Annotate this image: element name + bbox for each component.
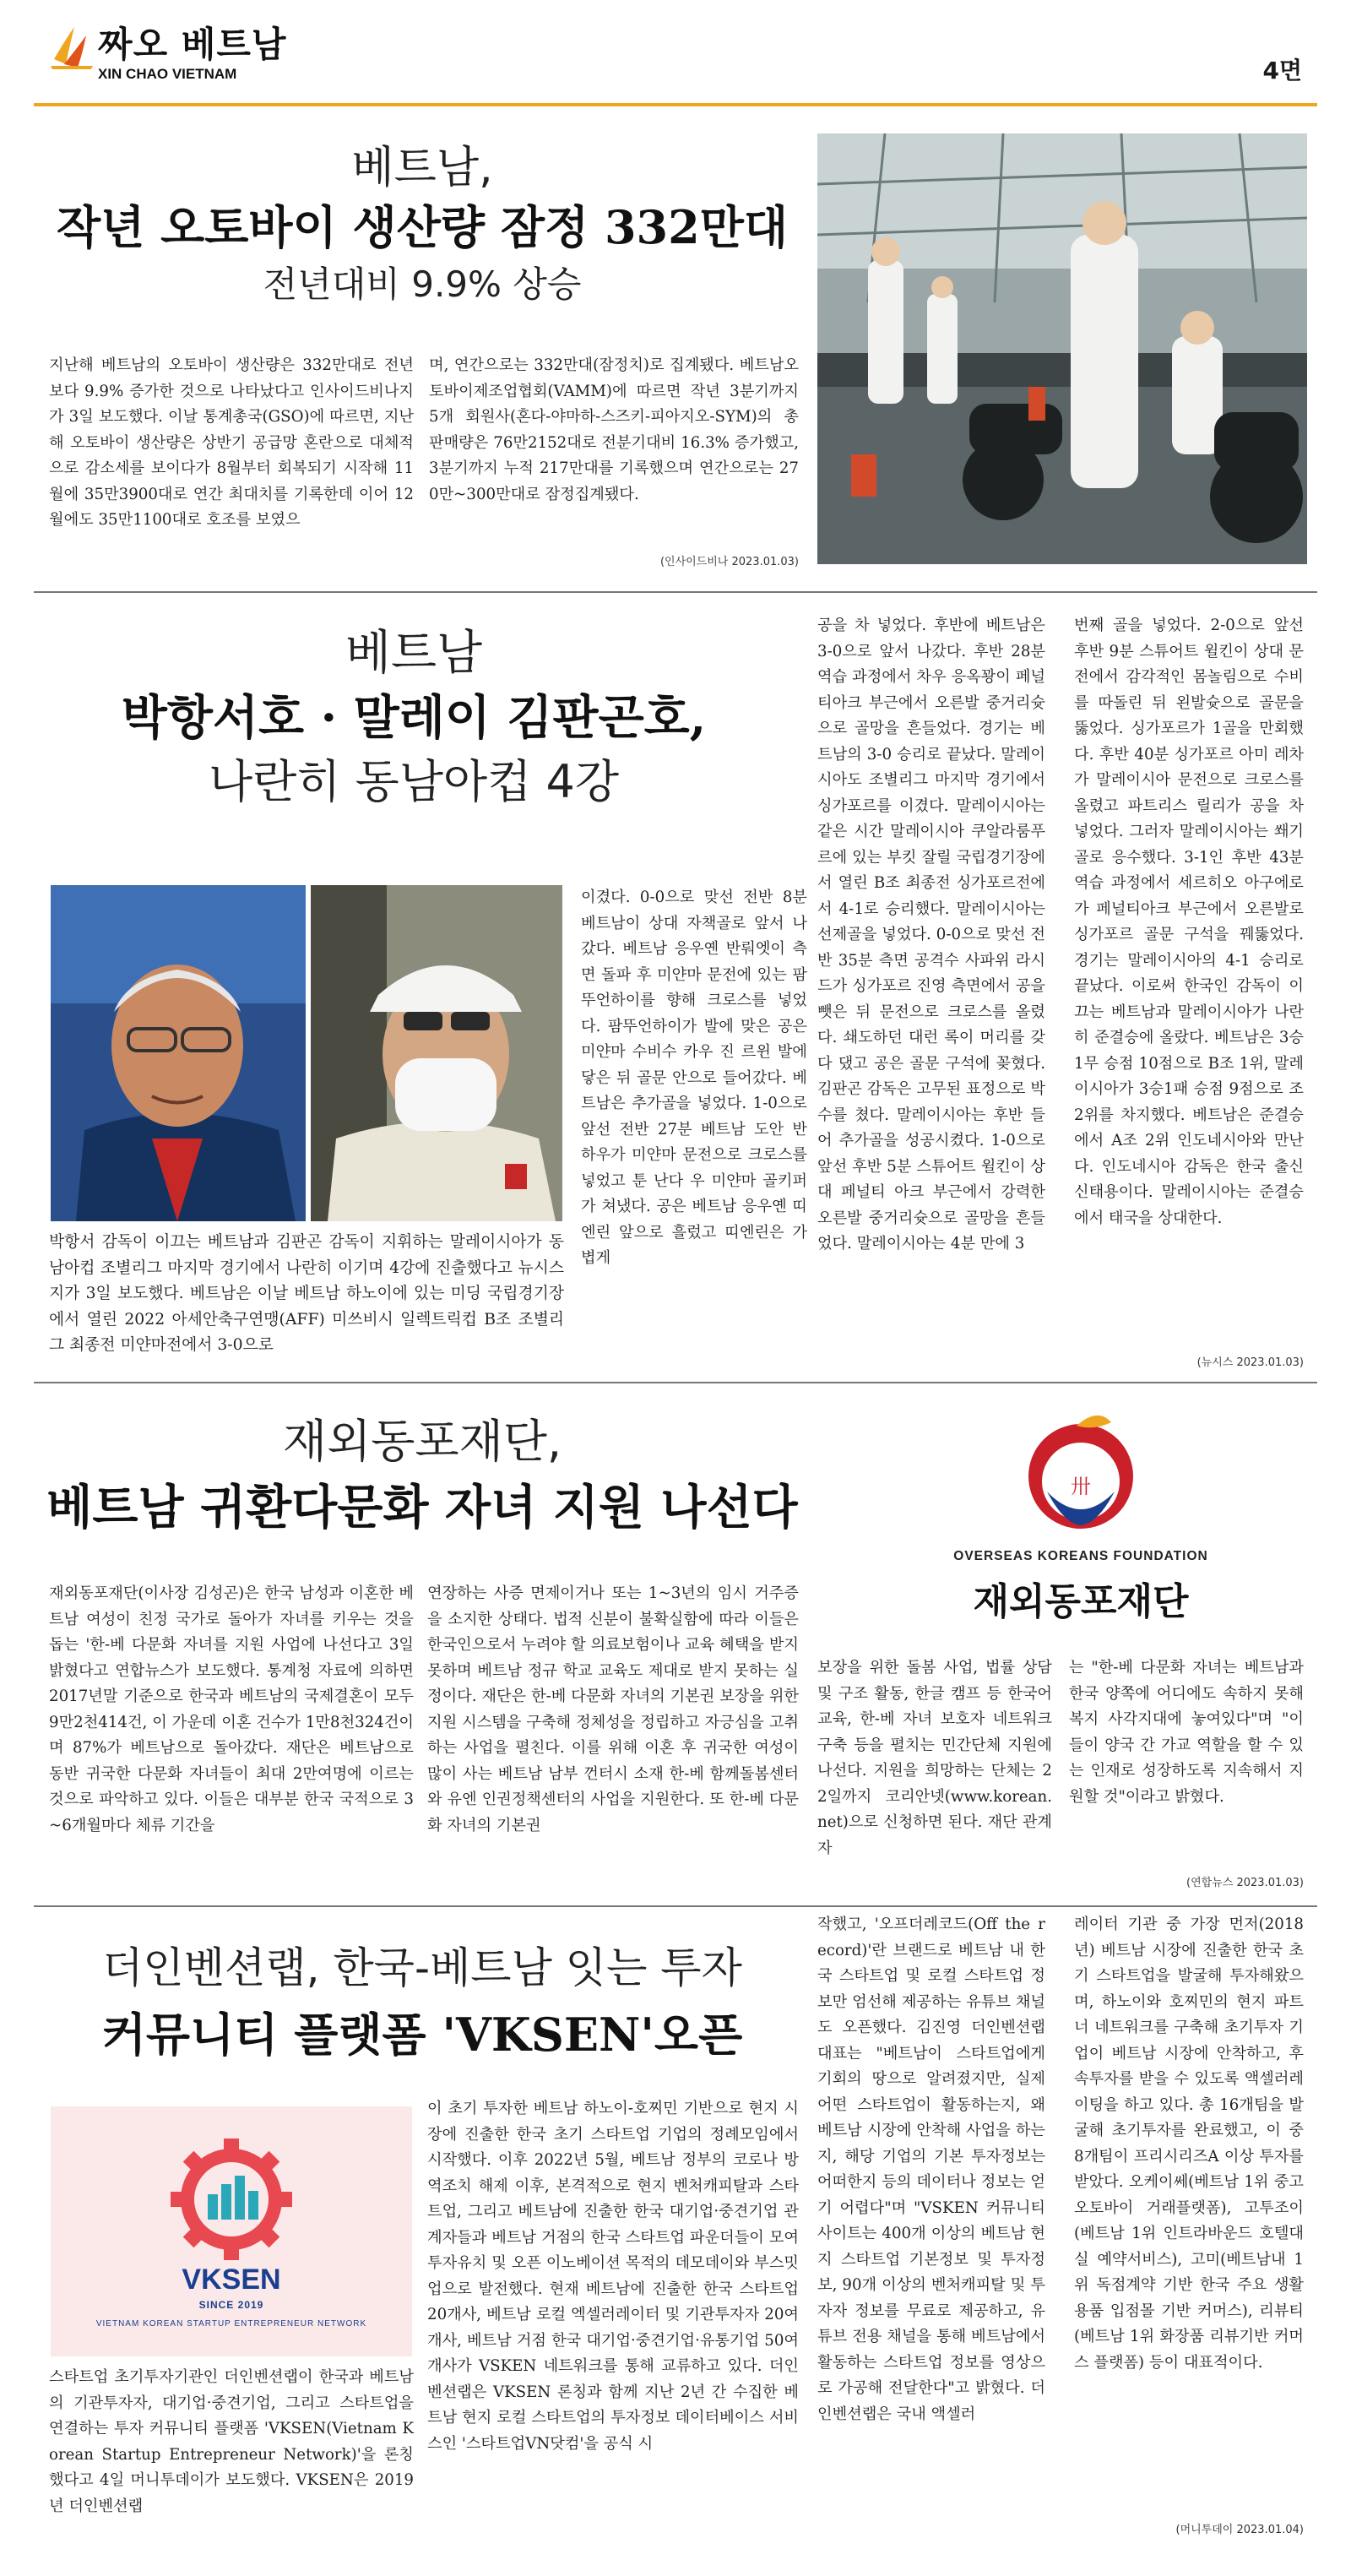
section-divider-1 <box>34 591 1317 593</box>
article2-photo-kim <box>311 885 562 1221</box>
article1-headline-line2: 작년 오토바이 생산량 잠정 332만대 <box>56 200 789 254</box>
article4-photo-caption: 스타트업 초기투자기관인 더인벤션랩이 한국과 베트남의 기관투자자, 대기업·중견기업, 그리고 스타트업을 연결하는 투자 커뮤니티 플랫폼 'VKSEN(Vietnam Korean Startup Entrepreneur Network)'을 론칭했다고 4일 머니투데이가 보도했다. VKSEN은 2019년 더인벤션랩 <box>49 2368 414 2515</box>
article2-column-2: 공을 차 넣었다. 후반에 베트남은 3-0으로 앞서 나갔다. 후반 28분 역습 과정에서 차우 응옥꽝이 페널티아크 부근에서 오른발 중거리슛으로 골망을 흔들었다. 경기는 베트남의 3-0 승리로 끝났다. 말레이시아도 조별리그 마지막 경기에서 싱가포르를 이겼다. 말레이시아는 같은 시간 말레이시아 쿠알라룸푸르에 있는 부킷 잘릴 국립경기장에서 열린 B조 최종전 싱가포르전에서 4-1로 승리했다. 말레이시아는 선제골을 넣었다. 0-0으로 맞선 전반 35분 측면 공격수 사파위 라시드가 싱가포르 진영 측면에서 공을 뺏은 뒤 문전으로 크로스를 올렸다. 쇄도하던 대런 록이 머리를 갖다 댔고 공은 골문 구석에 꽂혔다. 김판곤 감독은 고무된 표정으로 박수를 쳤다. 말레이시아는 후반 들어 추가골을 성공시켰다. 1-0으로 앞선 후반 5분 스튜어트 윌킨이 상대 페널티 아크 부근에서 강력한 오른발 중거리슛으로 골망을 흔들었다. 말레이시아는 4분 만에 3 <box>817 617 1045 1253</box>
article1-column-2: 며, 연간으로는 332만대(잠정치)로 집계됐다. 베트남오토바이제조업협회(VAMM)에 따르면 작년 3분기까지 5개 회원사(혼다-야마하-스즈키-피아지오-SYM)의 총판매량은 76만2152대로 전분기대비 16.3% 증가했고, 3분기까지 누적 217만대를 기록했으며 연간으로는 270만~300만대로 잠정집계됐다. <box>429 356 799 503</box>
article2-column-1: 이겼다. 0-0으로 맞선 전반 8분 베트남이 상대 자책골로 앞서 나갔다. 베트남 응우옌 반뤄엣이 측면 돌파 후 미얀마 문전에 있는 팜뚜언하이를 향해 크로스를 넣었다. 팜뚜언하이가 발에 맞은 공은 미얀마 수비수 카우 진 르윈 발에 닿은 뒤 골문 안으로 들어갔다. 베트남은 추가골을 넣었다. 1-0으로 앞선 전반 27분 베트남 도안 반 하우가 미얀마 문전으로 크로스를 넣었고 툰 난다 우 미얀마 골키퍼가 쳐냈다. 공은 베트남 응우옌 띠엔린 앞으로 흘렀고 띠엔린은 가볍게 <box>581 889 807 1267</box>
masthead-subtitle: XIN CHAO VIETNAM <box>98 66 237 82</box>
article2-source: (뉴시스 2023.01.03) <box>1196 1356 1304 1369</box>
article4-headline <box>42 1936 802 2069</box>
article3-column-3: 보장을 위한 돌봄 사업, 법률 상담 및 구조 활동, 한글 캠프 등 한국어 교육, 한-베 자녀 보호자 네트워크 구축 등을 펼치는 민간단체 지원에 나선다. 지원을 희망하는 단체는 22일까지 코리안넷(www.korean.net)으로 신청하면 된다. 재단 관계자 <box>817 1659 1052 1857</box>
vksen-ring-text: VIETNAM KOREAN STARTUP ENTREPRENEUR NETWORK <box>95 2319 367 2329</box>
masthead-logo[interactable] <box>49 22 286 83</box>
article2-headline-line3: 나란히 동남아컵 4강 <box>209 755 619 808</box>
article1-subheadline: 전년대비 9.9% 상승 <box>263 264 582 305</box>
article4-column-1: 이 초기 투자한 베트남 하노이-호찌민 기반으로 현지 시장에 진출한 한국 초기 스타트업 기업의 정례모임에서 시작했다. 이후 2022년 5월, 베트남 정부의 코로나 방역조치 해제 이후, 본격적으로 현지 벤처캐피탈과 스타트업, 그리고 베트남에 진출한 한국 대기업·중견기업 관계자들과 베트남 거점의 한국 스타트업 파운더들이 모여 투자유치 및 오픈 이노베이션 목적의 데모데이와 부스밋업으로 발전했다. 현재 베트남에 진출한 한국 스타트업 20개사, 베트남 로컬 엑셀러레이터 및 기관투자자 20여개사, 베트남 거점 한국 대기업·중견기업·유통기업 50여개사가 VSKEN 네트워크를 통해 교류하고 있다. 더인벤션랩은 VKSEN 론칭과 함께 지난 2년 간 수집한 베트남 현지 로컬 스타트업의 투자정보 데이터베이스 서비스인 '스타트업VN닷컴'을 공식 시 <box>427 2100 799 2453</box>
foundation-name-ko: 재외동포재단 <box>973 1580 1189 1623</box>
article3-source: (연합뉴스 2023.01.03) <box>1186 1877 1304 1889</box>
article4-headline-line2: 커뮤니티 플랫폼 'VKSEN'오픈 <box>101 2008 743 2062</box>
vksen-name: VKSEN <box>182 2264 281 2296</box>
article1-source: (인사이드비나 2023.01.03) <box>659 556 799 568</box>
section-divider-2 <box>34 1382 1317 1383</box>
article1-column-1: 지난해 베트남의 오토바이 생산량은 332만대로 전년보다 9.9% 증가한 것으로 나타났다고 인사이드비나지가 3일 보도했다. 이날 통계총국(GSO)에 따르면, 지난해 오토바이 생산량은 상반기 공급망 혼란으로 대체적으로 감소세를 보이다가 8월부터 회복되기 시작해 11월에 35만3900대로 연간 최대치를 기록한데 이어 12월에도 35만1100대로 호조를 보였으 <box>49 356 414 529</box>
article4-source: (머니투데이 2023.01.04) <box>1175 2524 1304 2536</box>
article4-headline-line1: 더인벤션랩, 한국-베트남 잇는 투자 <box>102 1943 742 1992</box>
logo-mark-icon <box>49 22 96 71</box>
vksen-since: SINCE 2019 <box>198 2299 264 2311</box>
article2-headline-line2: 박항서호 · 말레이 김판곤호, <box>121 690 707 746</box>
article1-headline <box>42 139 802 312</box>
article2-headline <box>42 623 785 812</box>
article3-headline-line2: 베트남 귀환다문화 자녀 지원 나선다 <box>46 1480 798 1535</box>
masthead-title: 짜오 베트남 <box>98 24 287 65</box>
article3-column-1: 재외동포재단(이사장 김성곤)은 한국 남성과 이혼한 베트남 여성이 친정 국가로 돌아가 자녀를 키우는 것을 돕는 '한-베 다문화 자녀를 지원 사업에 나선다고 3일 밝혔다고 연합뉴스가 보도했다. 통계청 자료에 의하면 2017년말 기준으로 한국과 베트남의 국제결혼이 모두 9만2천414건, 이 가운데 이혼 건수가 1만8천324건이며 87%가 베트남으로 돌아갔다. 재단은 베트남으로 동반 귀국한 다문화 자녀들이 최대 2만여명에 이르는 것으로 파악하고 있다. 이들은 대부분 한국 국적으로 3~6개월마다 체류 기간을 <box>49 1584 414 1834</box>
article3-foundation-logo <box>929 1409 1233 1628</box>
article3-column-4: 는 "한-베 다문화 자녀는 베트남과 한국 양쪽에 어디에도 속하지 못해 복지 사각지대에 놓여있다"며 "이들이 양국 간 가교 역할을 할 수 있는 인재로 성장하도록 지속해서 지원할 것"이라고 밝혔다. <box>1069 1659 1304 1806</box>
article2-photo-park <box>51 885 306 1221</box>
article2-headline-line1: 베트남 <box>345 626 483 681</box>
article1-headline-line1: 베트남, <box>351 143 493 193</box>
page-number: 4면 <box>1262 57 1302 84</box>
article2-column-3: 번째 골을 넣었다. 2-0으로 앞선 후반 9분 스튜어트 윌킨이 상대 문전에서 감각적인 몸놀림으로 수비를 따돌린 뒤 왼발슛으로 골문을 뚫었다. 싱가포르가 1골을 만회했다. 후반 40분 싱가포르 아미 레차가 말레이시아 문전으로 크로스를 올렸고 파트리스 릴리가 공을 차 넣었다. 그러자 말레이시아는 쐐기골로 응수했다. 3-1인 후반 43분 역습 과정에서 세르히오 아구에로가 페널티아크 부근에서 오른발로 싱가포르 골문 구석을 꿰뚫었다. 경기는 말레이시아의 4-1 승리로 끝났다. 이로써 한국인 감독이 이끄는 베트남과 말레이시아가 나란히 준결승에 올랐다. 베트남은 3승1무 승점 10점으로 B조 1위, 말레이시아가 3승1패 승점 9점으로 조 2위를 차지했다. 베트남은 준결승에서 A조 2위 인도네시아와 만난다. 인도네시아 감독은 한국 출신 신태용이다. 말레이시아는 준결승에서 태국을 상대한다. <box>1074 617 1304 1227</box>
article4-column-2: 작했고, '오프더레코드(Off the record)'란 브랜드로 베트남 내 한국 스타트업 및 로컬 스타트업 정보만 엄선해 제공하는 유튜브 채널도 오픈했다. 김진영 더인벤션랩 대표는 "베트남이 스타트업에게 기회의 땅으로 알려졌지만, 실제 어떤 스타트업이 활동하는지, 왜 베트남 시장에 안착해 사업을 하는지, 해당 기업의 기본 투자정보는 어떠한지 등의 데이터나 정보는 얻기 어렵다"며 "VSKEN 커뮤니티 사이트는 400개 이상의 베트남 현지 스타트업 기본정보 및 투자정보, 90개 이상의 벤처캐피탈 및 투자자 정보를 무료로 제공하고, 유튜브 전용 채널을 통해 베트남에서 활동하는 스타트업 정보를 영상으로 가공해 전달한다"고 밝혔다. 더인벤션랩은 국내 액셀러 <box>817 1916 1045 2423</box>
article1-photo-factory <box>817 133 1307 564</box>
section-divider-3 <box>34 1905 1317 1907</box>
article3-column-2: 연장하는 사증 면제이거나 또는 1~3년의 임시 거주증을 소지한 상태다. 법적 신분이 불확실함에 따라 이들은 한국인으로서 누려야 할 의료보험이나 교육 혜택을 받지 못하며 베트남 정규 학교 교육도 제대로 받지 못하는 실정이다. 재단은 한-베 다문화 자녀의 기본권 보장을 위한 지원 시스템을 구축해 정체성을 정립하고 자긍심을 고취하는 사업을 펼친다. 이를 위해 이혼 후 귀국한 여성이 많이 사는 베트남 남부 껀터시 소재 한-베 함께돌봄센터와 유엔 인권정책센터의 사업을 지원한다. 또 한-베 다문화 자녀의 기본권 <box>427 1584 799 1834</box>
svg-text:卅: 卅 <box>1071 1475 1091 1498</box>
article4-column-3: 레이터 기관 중 가장 먼저(2018년) 베트남 시장에 진출한 한국 초기 스타트업을 발굴해 투자해왔으며, 하노이와 호찌민의 현지 파트너 네트워크를 구축해 초기투자 기업이 베트남 시장에 안착하고, 후속투자를 받을 수 있도록 액셀러레이팅을 하고 있다. 총 16개팀을 발굴해 초기투자를 완료했고, 이 중 8개팀이 프리시리즈A 이상 투자를 받았다. 오케이쎄(베트남 1위 중고오토바이 거래플랫폼), 고투조이(베트남 1위 인트라바운드 호텔대실 예약서비스), 고미(베트남내 1위 독점계약 기반 한국 주요 생활용품 입점몰 기반 커머스), 리뷰티(베트남 1위 화장품 리뷰기반 커머스 플랫폼) 등이 대표적이다. <box>1074 1916 1304 2372</box>
page-header <box>34 15 1317 106</box>
article4-vksen-logo <box>51 2106 412 2356</box>
foundation-name-en: OVERSEAS KOREANS FOUNDATION <box>953 1549 1208 1563</box>
article3-headline <box>42 1410 802 1542</box>
article2-photo-caption: 박항서 감독이 이끄는 베트남과 김판곤 감독이 지휘하는 말레이시아가 동남아컵 조별리그 마지막 경기에서 나란히 이기며 4강에 진출했다고 뉴시스지가 3일 보도했다. 베트남은 이날 베트남 하노이에 있는 미딩 국립경기장에서 열린 2022 아세안축구연맹(AFF) 미쓰비시 일렉트릭컵 B조 조별리그 최종전 미얀마전에서 3-0으로 <box>49 1233 564 1354</box>
article3-headline-line1: 재외동포재단, <box>282 1415 562 1468</box>
